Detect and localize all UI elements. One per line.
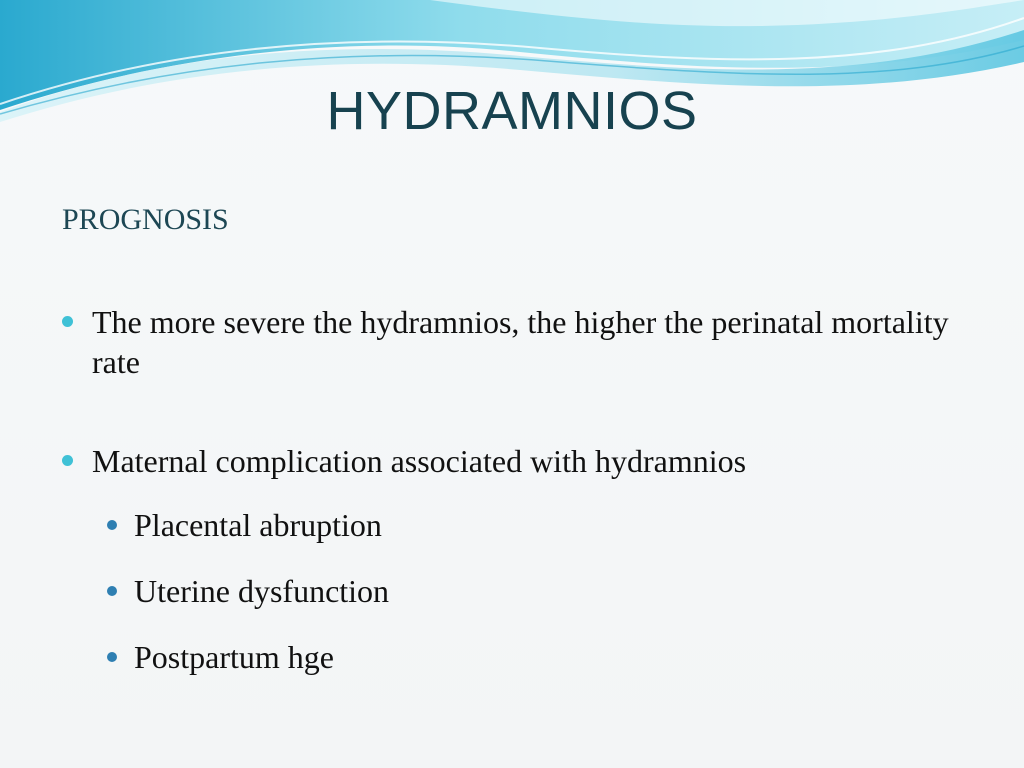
sub-bullet-text: Uterine dysfunction bbox=[134, 573, 390, 609]
sub-bullet-item bbox=[134, 505, 974, 545]
sub-bullet-item bbox=[134, 571, 974, 611]
bullet-text: The more severe the hydramnios, the higher the perinatal mortality rate bbox=[92, 304, 949, 380]
bullet-item bbox=[92, 441, 972, 481]
bullet-dot-icon bbox=[62, 455, 73, 466]
slide-title: HYDRAMNIOS bbox=[326, 81, 698, 141]
slide-subtitle: PROGNOSIS bbox=[62, 203, 229, 236]
bullet-item bbox=[92, 302, 972, 382]
sub-bullet-text: Postpartum hge bbox=[134, 639, 334, 675]
sub-bullet-dot-icon bbox=[107, 586, 117, 596]
sub-bullet-text: Placental abruption bbox=[134, 507, 382, 543]
bullet-text: Maternal complication associated with hydramnios bbox=[92, 443, 747, 479]
bullet-dot-icon bbox=[62, 316, 73, 327]
sub-bullet-dot-icon bbox=[107, 520, 117, 530]
sub-bullet-dot-icon bbox=[107, 652, 117, 662]
sub-bullet-item bbox=[134, 637, 974, 677]
